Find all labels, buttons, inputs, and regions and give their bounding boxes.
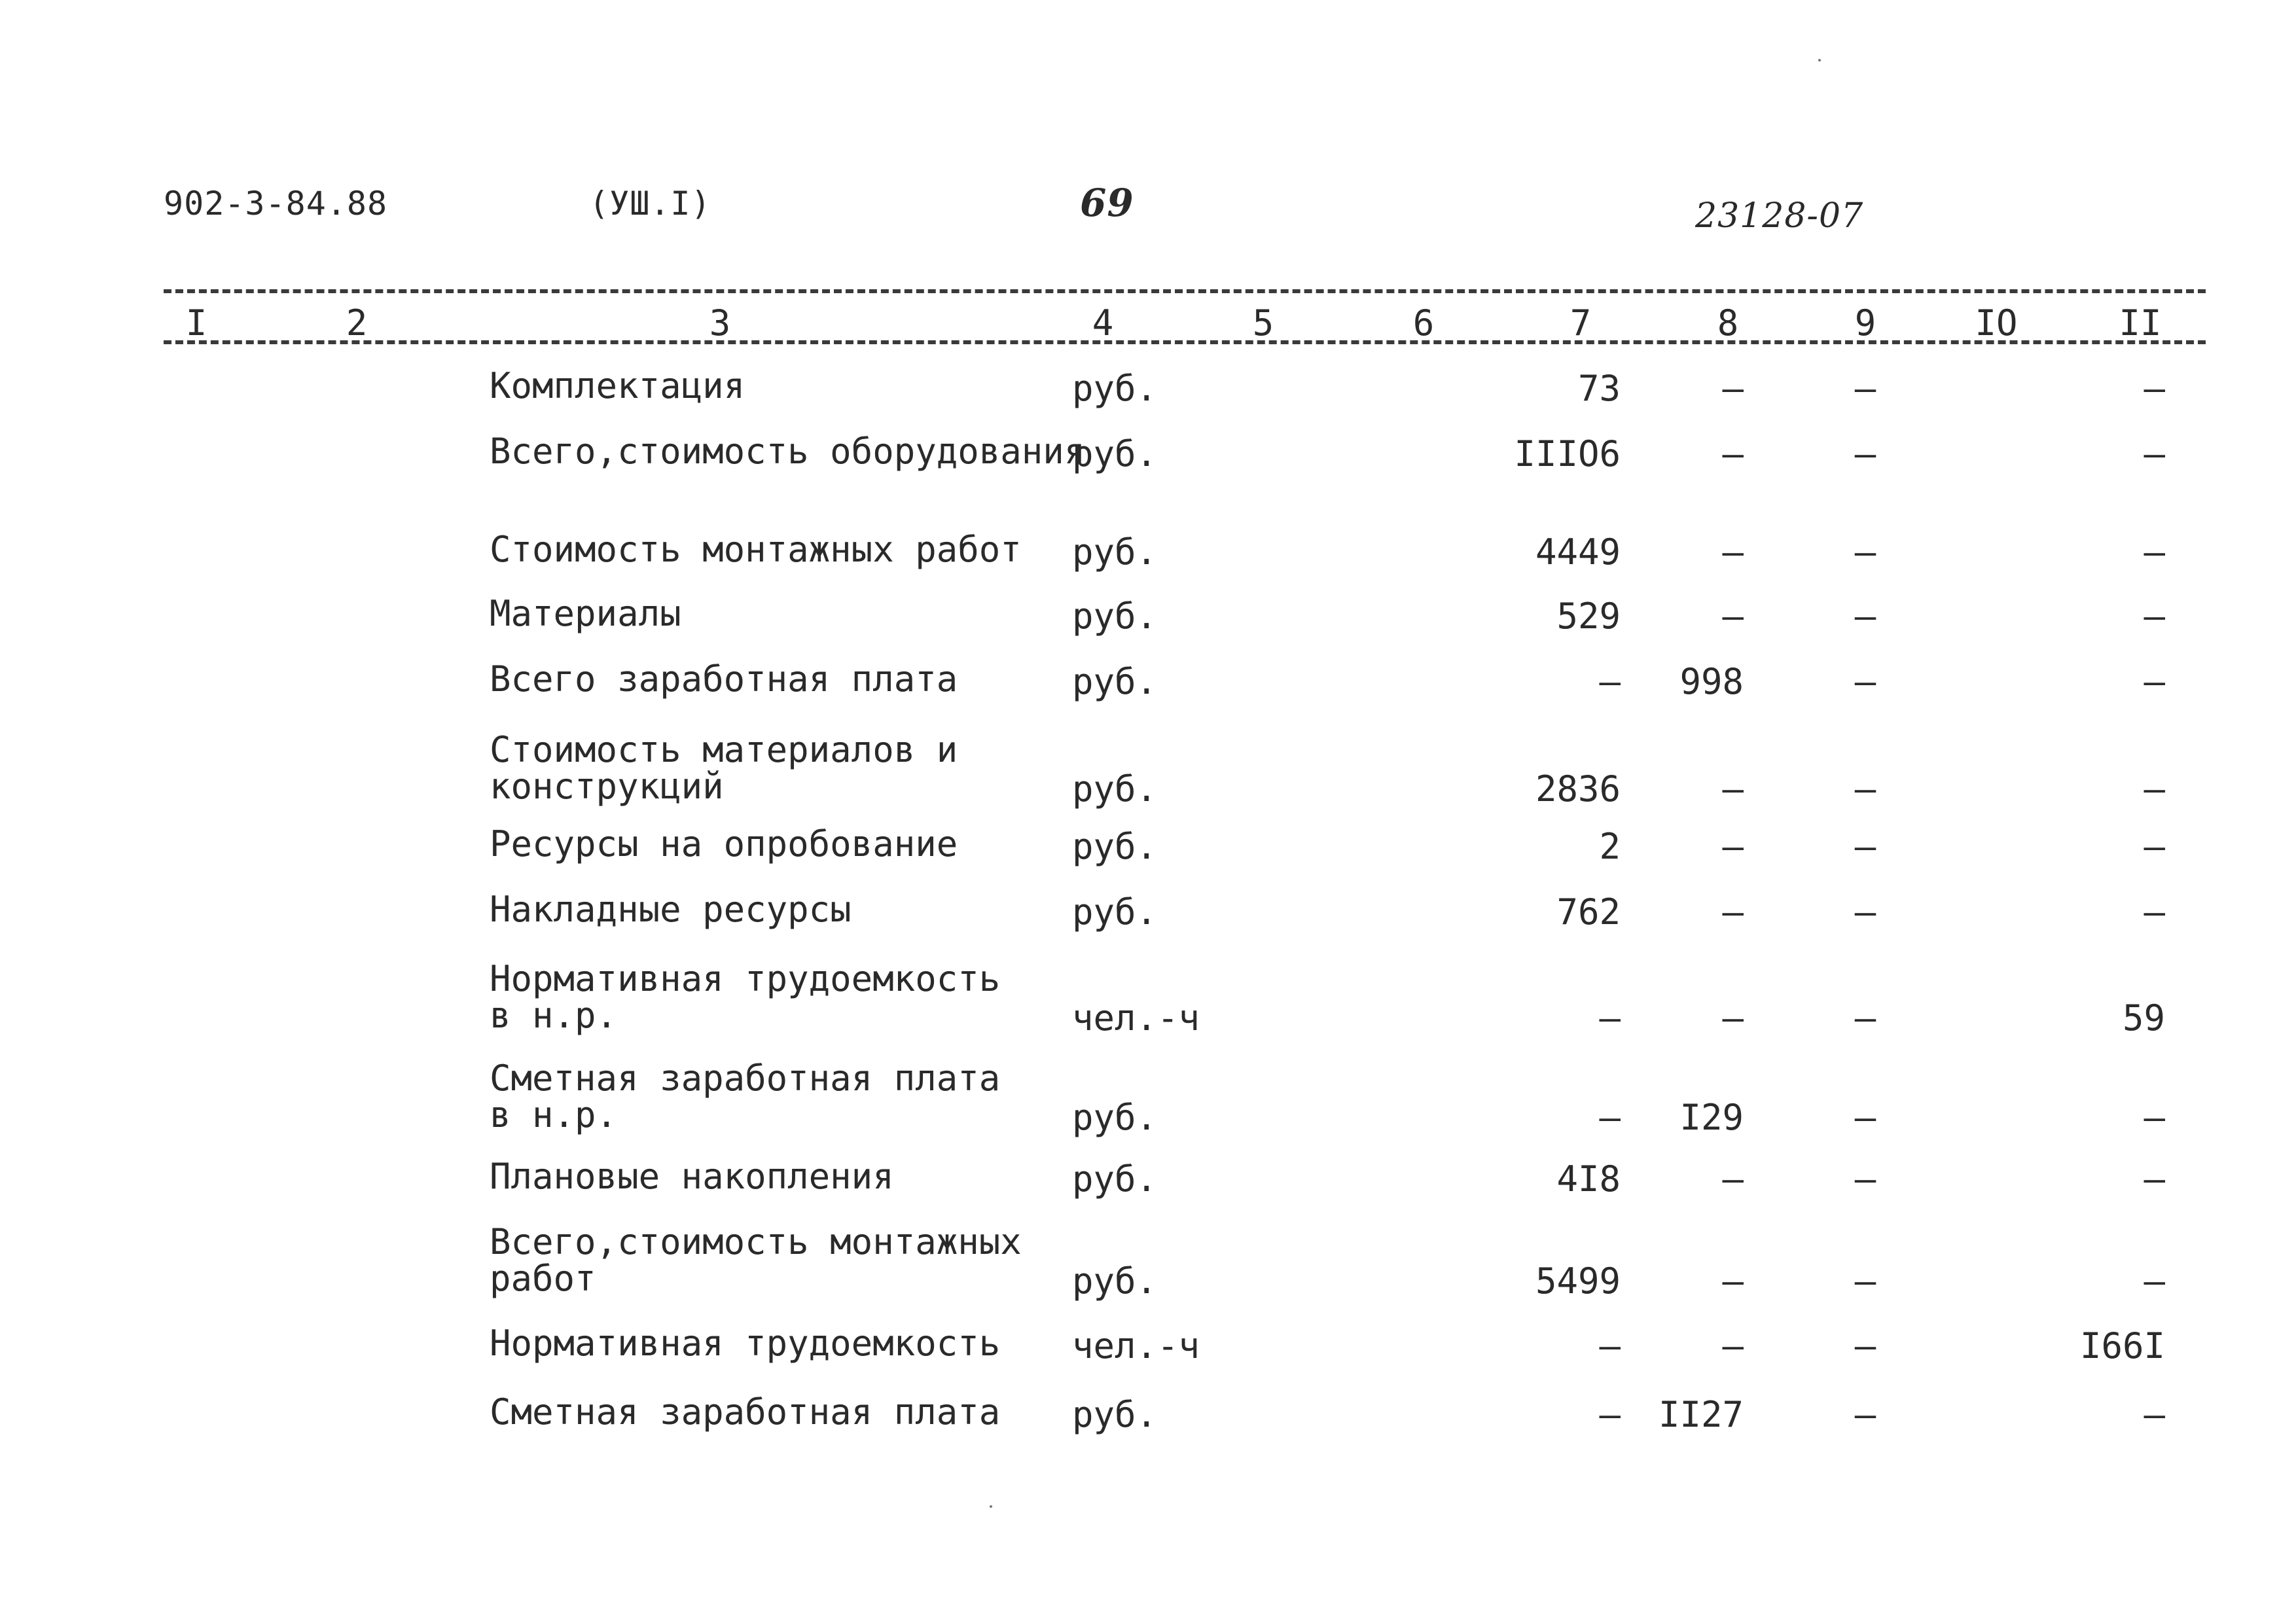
column-number: IO: [1975, 302, 2018, 344]
column-number: 2: [346, 302, 368, 344]
column-7-value: 4449: [1535, 531, 1621, 573]
column-7-value: 529: [1556, 596, 1621, 637]
item-name-line: Ресурсы на опробование: [490, 823, 958, 865]
column-7-value: –: [1599, 997, 1621, 1039]
column-7-value: –: [1599, 661, 1621, 702]
item-name-line: Комплектация: [490, 365, 745, 406]
item-name: [490, 1158, 894, 1195]
item-name-line: в н.р.: [490, 1094, 618, 1135]
item-name-line: Накладные ресурсы: [490, 889, 852, 930]
reference-number: 23128-07: [1695, 196, 1864, 236]
column-9-value: –: [1854, 1158, 1876, 1200]
item-name: [490, 1060, 1000, 1133]
column-9-value: –: [1854, 891, 1876, 933]
section-code: (УШ.I): [589, 185, 711, 223]
column-9-value: –: [1854, 1325, 1876, 1366]
unit-cell: руб.: [1072, 368, 1158, 409]
column-7-value: 762: [1556, 891, 1621, 933]
column-7-value: 5499: [1535, 1260, 1621, 1302]
item-name-line: Нормативная трудоемкость: [490, 1323, 1001, 1364]
document-code: 902-3-84.88: [164, 185, 388, 223]
column-11-value: –: [2144, 891, 2165, 933]
item-name: [490, 593, 681, 634]
column-number: I: [185, 302, 207, 344]
column-9-value: –: [1854, 1097, 1876, 1138]
column-7-value: –: [1599, 1325, 1621, 1366]
column-number: 5: [1252, 302, 1274, 344]
item-name: [490, 823, 958, 865]
column-9-value: –: [1854, 368, 1876, 409]
unit-cell: руб.: [1072, 531, 1158, 573]
column-9-value: –: [1854, 1260, 1876, 1302]
item-name-line: Стоимость материалов и: [490, 729, 958, 770]
item-name-line: Сметная заработная плата: [490, 1391, 1001, 1433]
column-11-value: –: [2144, 368, 2165, 409]
item-name-line: конструкций: [490, 766, 724, 807]
item-name: [490, 365, 745, 406]
page-number: 69: [1080, 181, 1134, 225]
column-8-value: 998: [1679, 661, 1744, 702]
column-11-value: –: [2144, 433, 2165, 474]
column-7-value: 73: [1577, 368, 1621, 409]
scan-speck: [1818, 59, 1821, 62]
column-8-value: –: [1722, 433, 1744, 474]
item-name: [490, 729, 958, 807]
column-11-value: 59: [2122, 997, 2165, 1039]
item-name: [490, 958, 1001, 1036]
column-11-value: –: [2144, 826, 2165, 867]
unit-cell: руб.: [1072, 826, 1158, 867]
column-11-value: –: [2144, 661, 2165, 702]
item-name-line: Нормативная трудоемкость: [490, 958, 1001, 999]
column-9-value: –: [1854, 997, 1876, 1039]
column-8-value: –: [1722, 1325, 1744, 1366]
unit-cell: чел.-ч: [1072, 997, 1200, 1039]
item-name: [490, 1325, 1000, 1362]
column-8-value: –: [1722, 826, 1744, 867]
header-top-rule: [164, 289, 2206, 293]
scan-speck: [990, 1505, 992, 1508]
item-name: [490, 531, 1022, 568]
unit-cell: руб.: [1072, 1097, 1158, 1138]
column-8-value: –: [1722, 1260, 1744, 1302]
unit-cell: руб.: [1072, 891, 1158, 933]
unit-cell: руб.: [1072, 1394, 1158, 1435]
unit-cell: руб.: [1072, 433, 1158, 474]
item-name: [490, 658, 958, 700]
item-name-line: Плановые накопления: [490, 1156, 894, 1197]
column-11-value: –: [2144, 1097, 2165, 1138]
item-name: [490, 891, 852, 928]
column-11-value: I66I: [2079, 1325, 2165, 1366]
column-number: 4: [1092, 302, 1114, 344]
unit-cell: руб.: [1072, 1260, 1158, 1302]
unit-cell: руб.: [1072, 1158, 1158, 1200]
column-7-value: IIIO6: [1514, 433, 1621, 474]
column-number: 6: [1412, 302, 1435, 344]
column-7-value: 4I8: [1556, 1158, 1621, 1200]
column-7-value: –: [1599, 1394, 1621, 1435]
item-name-line: в н.р.: [490, 995, 618, 1036]
column-8-value: –: [1722, 997, 1744, 1039]
column-number: 8: [1717, 302, 1739, 344]
item-name-line: Стоимость монтажных работ: [490, 529, 1022, 570]
column-8-value: –: [1722, 768, 1744, 810]
column-number: II: [2119, 302, 2162, 344]
column-8-value: I29: [1679, 1097, 1744, 1138]
column-11-value: –: [2144, 596, 2165, 637]
unit-cell: руб.: [1072, 661, 1158, 702]
unit-cell: руб.: [1072, 768, 1158, 810]
column-number: 7: [1570, 302, 1592, 344]
column-9-value: –: [1854, 1394, 1876, 1435]
column-8-value: –: [1722, 891, 1744, 933]
item-name-line: Сметная заработная плата: [490, 1058, 1001, 1099]
unit-cell: чел.-ч: [1072, 1325, 1200, 1366]
item-name: [490, 433, 1085, 470]
column-11-value: –: [2144, 1260, 2165, 1302]
column-7-value: 2: [1599, 826, 1621, 867]
column-8-value: –: [1722, 368, 1744, 409]
item-name-line: Всего,стоимость оборудования: [490, 431, 1086, 472]
column-11-value: –: [2144, 1158, 2165, 1200]
column-9-value: –: [1854, 433, 1876, 474]
column-8-value: –: [1722, 1158, 1744, 1200]
unit-cell: руб.: [1072, 596, 1158, 637]
column-9-value: –: [1854, 826, 1876, 867]
column-9-value: –: [1854, 768, 1876, 810]
column-11-value: –: [2144, 1394, 2165, 1435]
item-name: [490, 1391, 1001, 1433]
item-name-line: работ: [490, 1258, 596, 1299]
column-7-value: –: [1599, 1097, 1621, 1138]
header-bottom-rule: [164, 340, 2206, 344]
column-9-value: –: [1854, 596, 1876, 637]
column-number: 3: [709, 302, 731, 344]
item-name-line: Материалы: [490, 593, 681, 634]
item-name: [490, 1221, 1022, 1299]
column-9-value: –: [1854, 661, 1876, 702]
column-11-value: –: [2144, 768, 2165, 810]
column-number: 9: [1854, 302, 1876, 344]
column-8-value: –: [1722, 596, 1744, 637]
column-7-value: 2836: [1535, 768, 1621, 810]
column-11-value: –: [2144, 531, 2165, 573]
column-8-value: –: [1722, 531, 1744, 573]
item-name-line: Всего заработная плата: [490, 658, 958, 700]
item-name-line: Всего,стоимость монтажных: [490, 1221, 1022, 1262]
column-8-value: II27: [1658, 1394, 1744, 1435]
column-9-value: –: [1854, 531, 1876, 573]
